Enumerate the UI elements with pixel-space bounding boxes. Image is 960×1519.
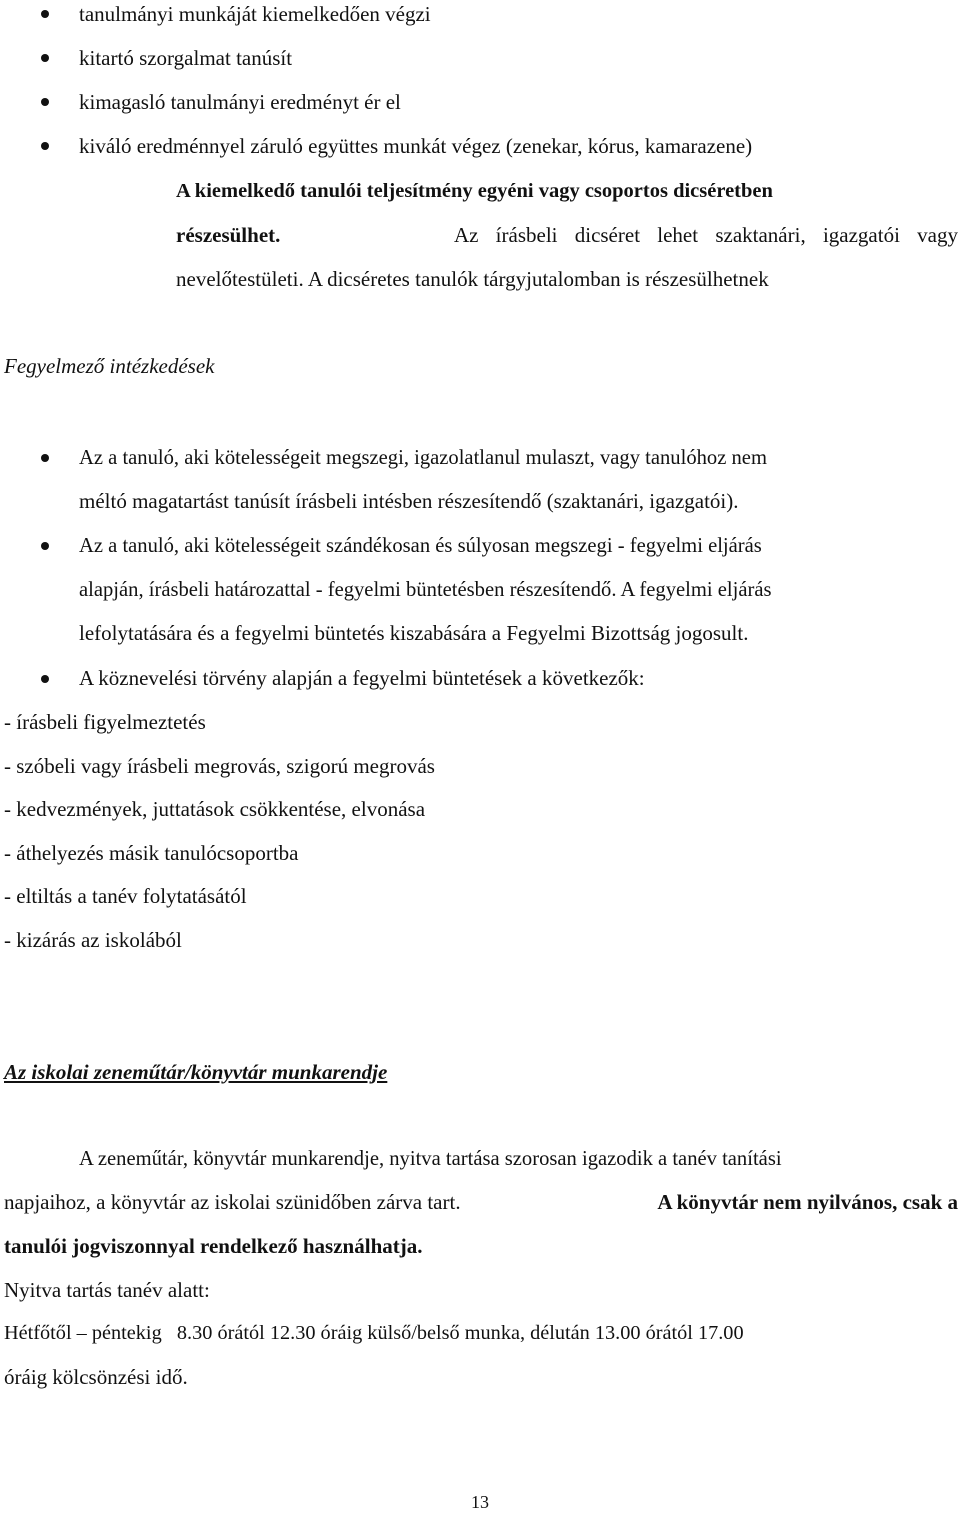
discipline-text: lefolytatására és a fegyelmi büntetés kiszabására a Fegyelmi Bizottság jogosult.: [79, 621, 749, 645]
praise-line-3-start: nevelőtestületi.: [176, 267, 304, 291]
library-paragraph-line: [4, 1192, 958, 1213]
punishment-item: - kizárás az iskolából: [4, 928, 182, 952]
punishment-item: - szóbeli vagy írásbeli megrovás, szigorú megrovás: [4, 754, 435, 778]
bullet-icon: [41, 10, 49, 18]
bullet-icon: [41, 675, 49, 683]
library-access-note-end: tanulói jogviszonnyal rendelkező használhatja.: [4, 1234, 423, 1258]
praise-item: kitartó szorgalmat tanúsít: [79, 46, 293, 70]
praise-item: kiváló eredménnyel záruló együttes munkát végez (zenekar, kórus, kamarazene): [79, 134, 753, 158]
punishment-item: - áthelyezés másik tanulócsoportba: [4, 841, 299, 865]
section-heading-discipline: Fegyelmező intézkedések: [4, 354, 215, 378]
bullet-icon: [41, 142, 49, 150]
discipline-text: méltó magatartást tanúsít írásbeli intésben részesítendő (szaktanári, igazgatói).: [79, 489, 739, 513]
praise-written-note: Az írásbeli dicséret lehet szaktanári, igazgatói vagy: [453, 223, 958, 247]
discipline-text: Az a tanuló, aki kötelességeit megszegi, igazolatlanul mulaszt, vagy tanulóhoz nem: [79, 447, 767, 469]
praise-bold-end: részesülhet.: [176, 223, 281, 247]
bullet-icon: [41, 454, 49, 462]
discipline-text: A köznevelési törvény alapján a fegyelmi büntetések a következők:: [79, 666, 645, 690]
section-heading-library: Az iskolai zeneműtár/könyvtár munkarendje: [4, 1060, 388, 1084]
praise-item: tanulmányi munkáját kiemelkedően végzi: [79, 2, 431, 26]
punishment-item: - írásbeli figyelmeztetés: [4, 710, 206, 734]
library-paragraph-line: A zeneműtár, könyvtár munkarendje, nyitva tartása szorosan igazodik a tanév tanítási: [79, 1148, 782, 1170]
punishment-item: - eltiltás a tanév folytatásától: [4, 884, 247, 908]
bullet-icon: [41, 98, 49, 106]
punishment-item: - kedvezmények, juttatások csökkentése, elvonása: [4, 797, 426, 821]
page-number: 13: [471, 1492, 489, 1512]
bullet-icon: [41, 54, 49, 62]
discipline-text: Az a tanuló, aki kötelességeit szándékosan és súlyosan megszegi - fegyelmi eljárás: [79, 535, 762, 557]
bullet-icon: [41, 542, 49, 550]
praise-line-3-rest: A dicséretes tanulók tárgyjutalomban is részesülhetnek: [307, 267, 769, 291]
praise-bold-sentence: A kiemelkedő tanulói teljesítmény egyéni vagy csoportos dicséretben: [176, 180, 773, 202]
discipline-text: alapján, írásbeli határozattal - fegyelmi büntetésben részesítendő. A fegyelmi eljárás: [79, 579, 772, 601]
library-closing-note: napjaihoz, a könyvtár az iskolai szünidőben zárva tart.: [4, 1190, 461, 1214]
opening-hours-line: óráig kölcsönzési idő.: [4, 1365, 188, 1389]
library-access-note: A könyvtár nem nyilvános, csak a: [657, 1190, 958, 1214]
praise-line-3: [176, 269, 769, 290]
opening-hours-line: Hétfőtől – péntekig 8.30 órától 12.30 óráig külső/belső munka, délután 13.00 órától 17.00: [4, 1322, 744, 1344]
praise-line-2: [176, 225, 958, 246]
praise-item: kimagasló tanulmányi eredményt ér el: [79, 90, 401, 114]
opening-hours-label: Nyitva tartás tanév alatt:: [4, 1278, 210, 1302]
